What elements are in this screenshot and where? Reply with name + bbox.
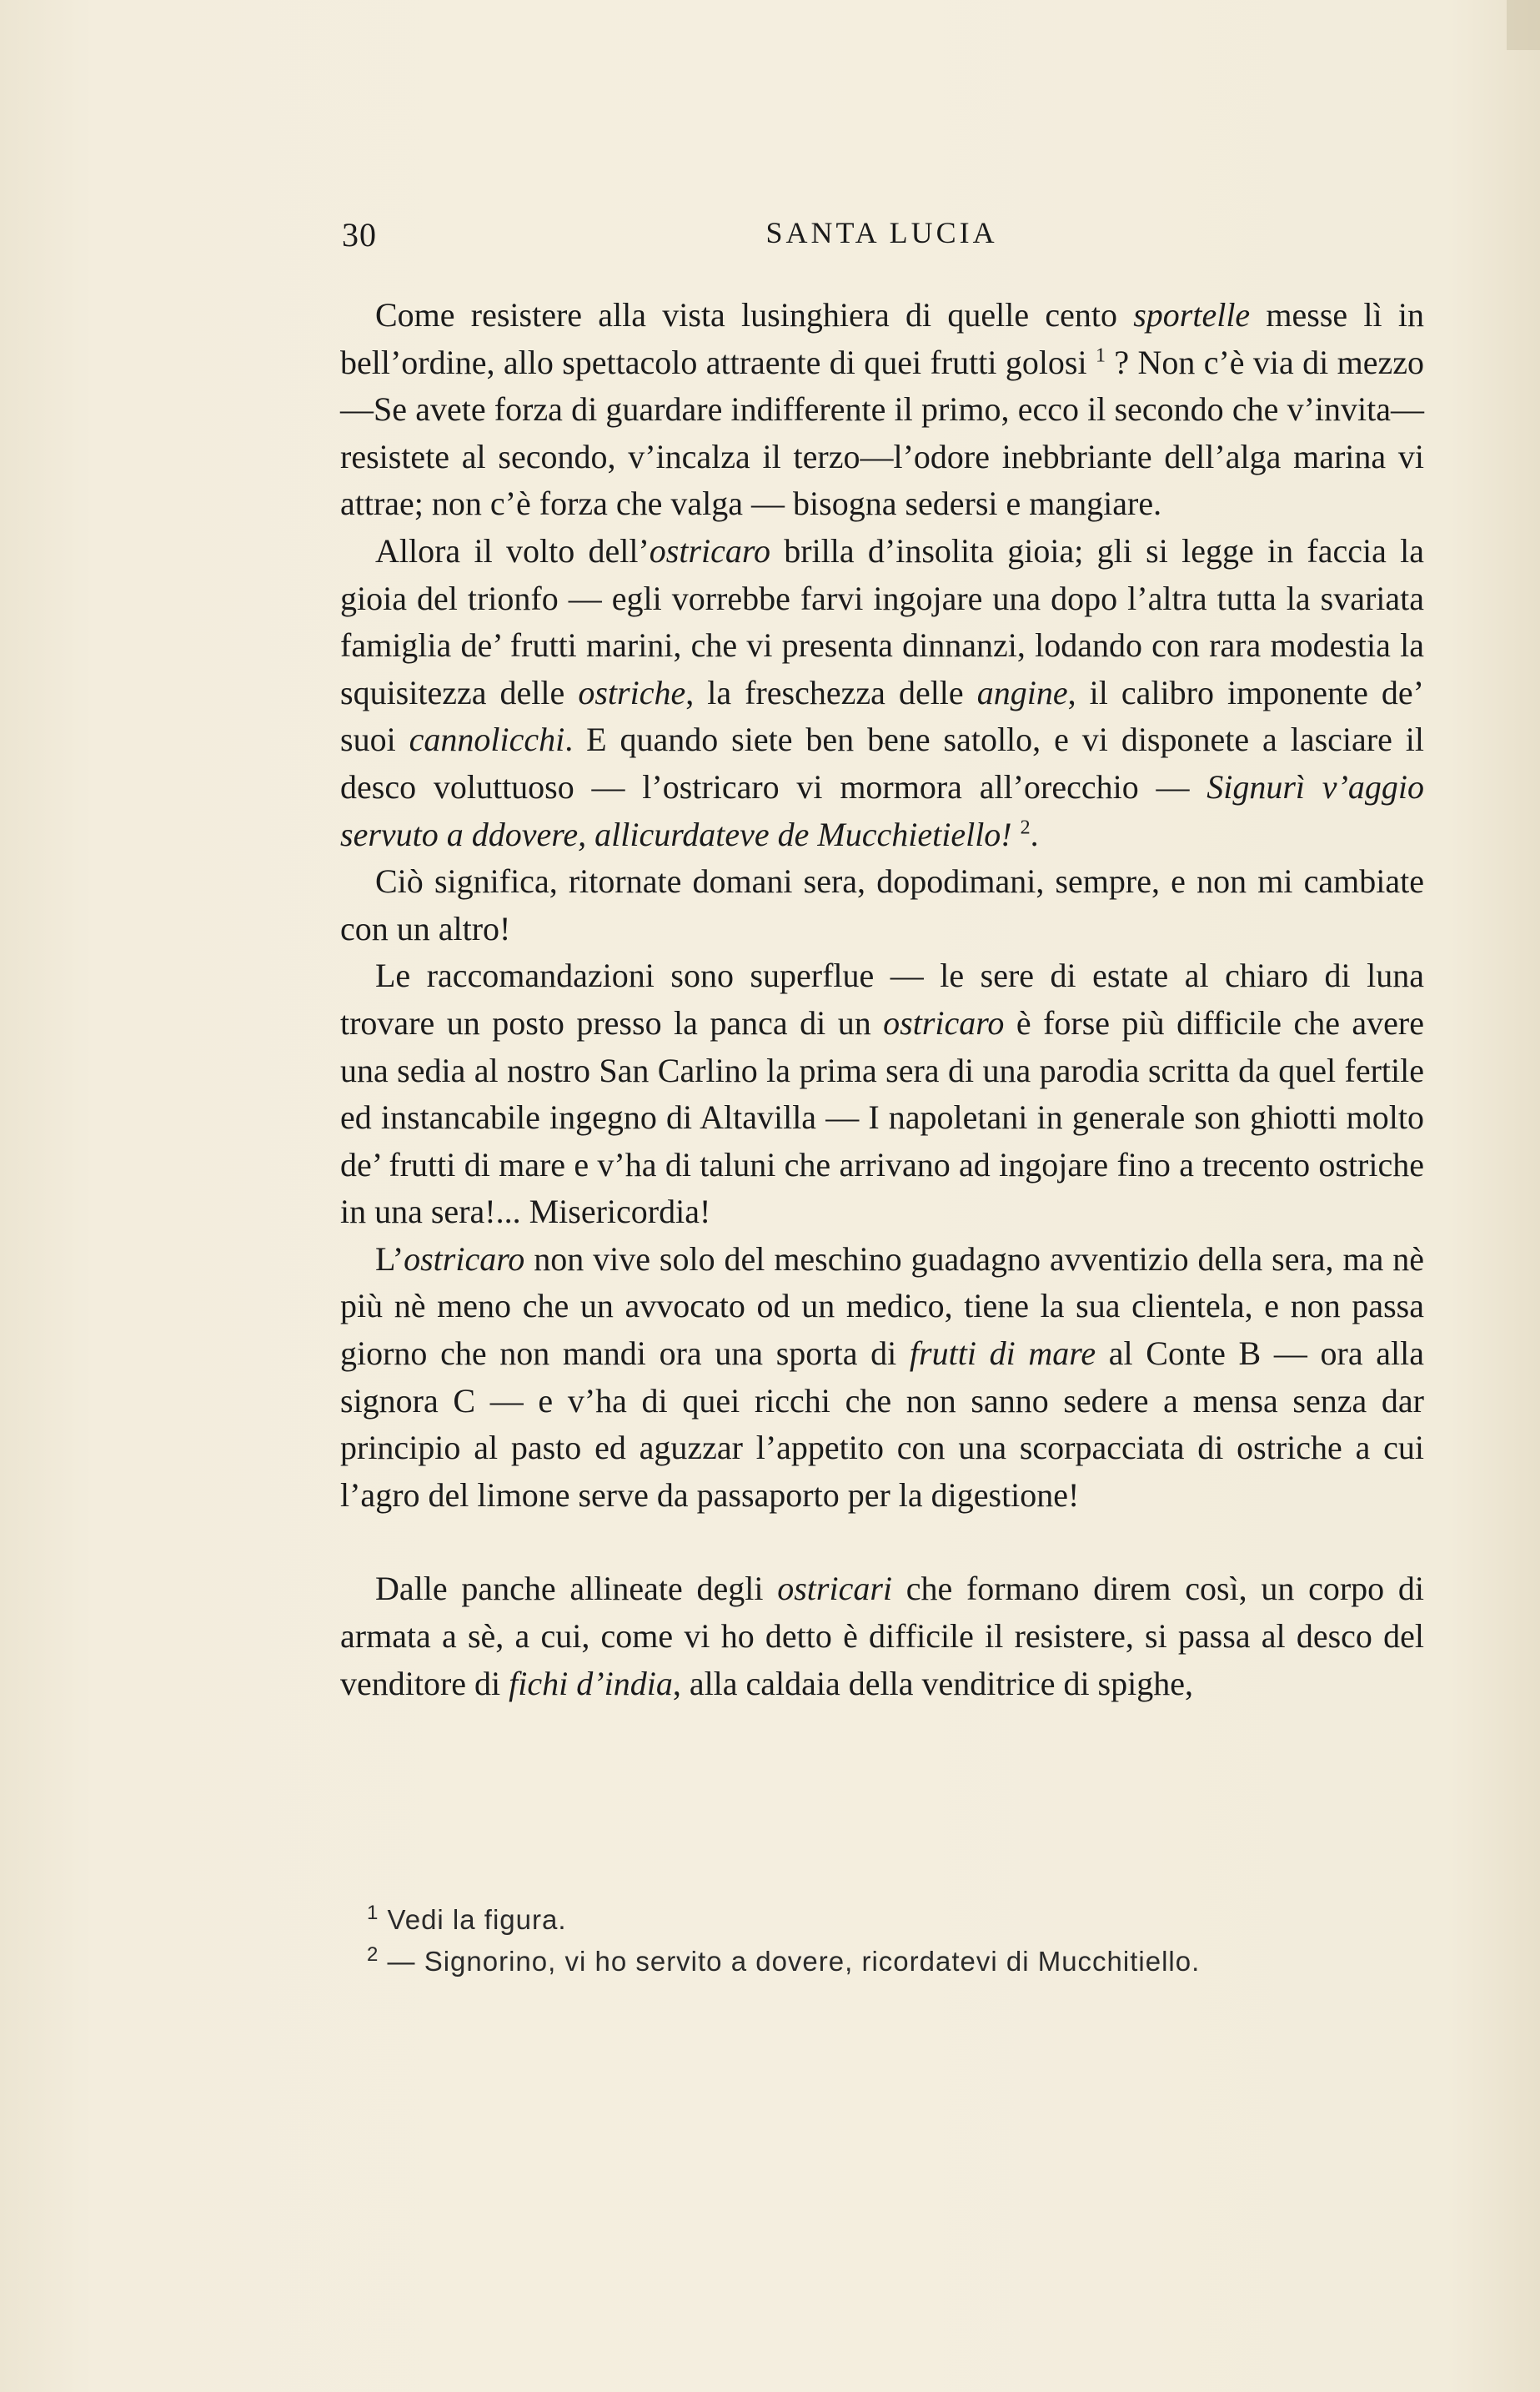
- paper-stain: [1507, 0, 1540, 50]
- text-run: messe lì in bell’ordine, allo spettacolo attraente di quei frutti golosi: [340, 296, 1424, 381]
- footnote-text: Vedi la figura.: [379, 1904, 567, 1935]
- italic-text: fichi d’india: [509, 1664, 673, 1702]
- italic-text: ostriche: [578, 673, 686, 711]
- text-run: al Conte B — ora alla signora C — e v’ha di quei ricchi che non sanno sedere a mensa senza dar principio al pasto ed aguzzar l’appetito con una scorpacciata di ostriche a cui l’agro del limone serve da passaporto per la digestione!: [340, 1334, 1424, 1514]
- text-run: Come resistere alla vista lusinghiera di quelle cento: [375, 296, 1134, 334]
- text-run: , la freschezza delle: [685, 673, 977, 711]
- italic-text: Signurì v’aggio servuto a ddovere, allicurdateve de Mucchietiello!: [340, 767, 1424, 853]
- italic-text: ostricaro: [649, 531, 770, 570]
- footnote-mark: 2: [367, 1943, 379, 1966]
- italic-text: angine: [976, 673, 1068, 711]
- text-run: è forse più difficile che avere una sedia al nostro San Carlino la prima sera di una parodia scritta da quel fertile ed instancabile ingegno di Altavilla — I napoletani in generale son ghiotti molto de’ frutti di mare e v’ha di taluni che arrivano ad ingojare fino a trecento ostriche in una sera!... Misericordia!: [340, 1003, 1425, 1231]
- text-run: , alla caldaia della venditrice di spighe,: [672, 1664, 1193, 1702]
- text-run: ? Non c’è via di mezzo—Se avete forza di guardare indifferente il primo, ecco il secondo che v’invita—resistete al secondo, v’incalza il terzo—l’odore inebbriante dell’alga marina vi attrae; non c’è forza che valga — bisogna sedersi e mangiare.: [340, 343, 1424, 523]
- paragraph: [340, 1236, 1424, 1520]
- paragraph: [340, 858, 1424, 952]
- italic-text: frutti di mare: [909, 1334, 1096, 1373]
- text-run: non vive solo del meschino guadagno avventizio della sera, ma nè più nè meno che un avvocato od un medico, tiene la sua clientela, e non passa giorno che non mandi ora una sporta di: [340, 1239, 1424, 1373]
- text-run: .: [1030, 815, 1039, 853]
- text-run: . E quando siete ben bene satollo, e vi disponete a lasciare il desco voluttuoso — l’ostricaro vi mormora all’orecchio —: [340, 721, 1424, 806]
- footnote-mark: 1: [367, 1902, 379, 1924]
- footnote-text: — Signorino, vi ho servito a dovere, ricordatevi di Mucchitiello.: [379, 1946, 1201, 1977]
- italic-text: ostricaro: [883, 1003, 1005, 1042]
- footnote: [367, 1899, 1417, 1941]
- text-run: L’: [375, 1239, 404, 1278]
- text-run: Dalle panche allineate degli: [375, 1570, 778, 1608]
- footnote-ref: 2: [1020, 817, 1031, 839]
- italic-text: ostricari: [777, 1570, 893, 1608]
- text-run: brilla d’insolita gioia; gli si legge in faccia la gioia del trionfo — egli vorrebbe farvi ingojare una dopo l’altra tutta la svariata famiglia de’ frutti marini, che vi presenta dinnanzi, lodando con rara modestia la squisitezza delle: [340, 531, 1424, 711]
- italic-text: ostricaro: [404, 1239, 525, 1278]
- paragraph: [340, 1565, 1424, 1707]
- paragraph: [340, 292, 1424, 528]
- text-run: Le raccomandazioni sono superflue — le sere di estate al chiaro di luna trovare un posto presso la panca di un: [340, 957, 1424, 1042]
- italic-text: sportelle: [1133, 296, 1251, 334]
- footnotes: [367, 1899, 1417, 1982]
- text-run: che formano direm così, un corpo di armata a sè, a cui, come vi ho detto è difficile il resistere, si passa al desco del venditore di: [340, 1570, 1424, 1702]
- footnote-ref: 1: [1095, 344, 1106, 367]
- paragraph: [340, 528, 1424, 858]
- text-run: Ciò significa, ritornate domani sera, dopodimani, sempre, e non mi cambiate con un altro!: [340, 862, 1424, 947]
- text-run: [1012, 816, 1021, 853]
- body-text: [340, 292, 1424, 1707]
- page-number: 30: [342, 216, 377, 254]
- running-head: SANTA LUCIA: [765, 216, 998, 249]
- text-run: , il calibro imponente de’ suoi: [340, 673, 1424, 759]
- page-header: [342, 215, 1422, 265]
- italic-text: cannolicchi: [409, 721, 565, 759]
- footnote: [367, 1941, 1417, 1982]
- text-run: Allora il volto dell’: [375, 531, 650, 570]
- paragraph: [340, 952, 1424, 1236]
